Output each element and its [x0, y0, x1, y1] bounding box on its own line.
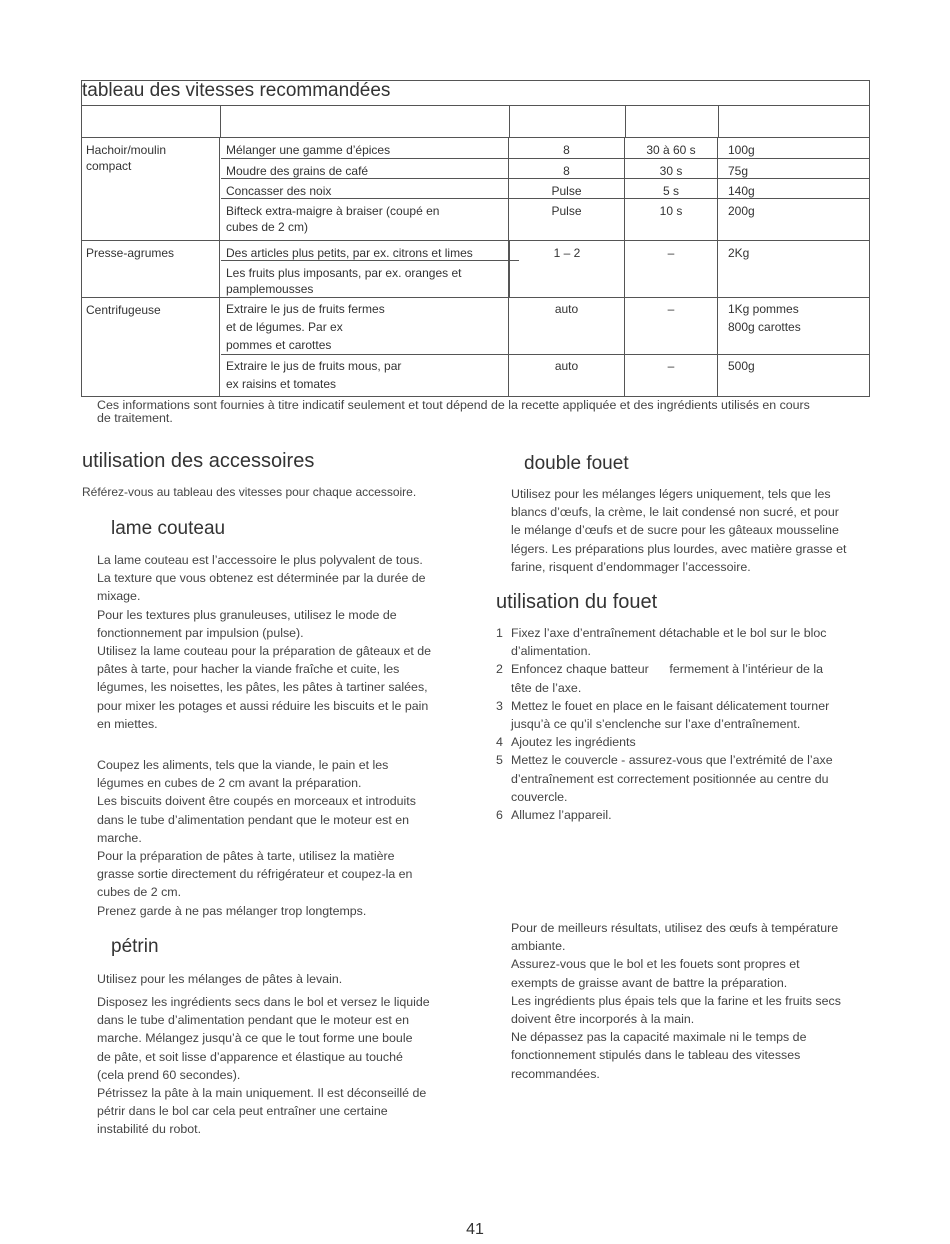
task-cell: Les fruits plus imposants, par ex. oranges et pamplemousses [221, 261, 509, 298]
double-fouet-heading: double fouet [524, 453, 629, 474]
speed-table [81, 80, 870, 397]
fouet-tips: Pour de meilleurs résultats, utilisez des œufs à température ambiante. Assurez-vous que le bol et les fouets sont propres et exempts de graisse avant de battre la préparation. Les ingrédients plus épais tels que la farine et les fruits secs doivent être incorporés à la main. Ne dépassez pas la capacité maximale ni le temps de fonctionnement stipulés dans le tableau des vitesses recommandées. [511, 921, 841, 1081]
table-header-row [82, 106, 869, 138]
table-row [221, 260, 519, 298]
task-cell: Bifteck extra-maigre à braiser (coupé en cubes de 2 cm) [221, 199, 509, 241]
quantity-cell: 500g [728, 359, 755, 373]
speed-cell: auto [509, 355, 625, 397]
list-item: 6 Allumez l’appareil. [496, 808, 612, 823]
list-item: 4 Ajoutez les ingrédients [496, 735, 636, 750]
quantity-cell: 200g [728, 204, 755, 218]
quantity-cell: 140g [728, 184, 755, 198]
speed-cell: 8 [509, 138, 625, 158]
list-item: 5 Mettez le couvercle - assurez-vous que l’extrémité de l’axe d’entraînement est correctement positionnée au centre du couvercle. [496, 753, 833, 804]
accessories-heading: utilisation des accessoires [82, 450, 315, 472]
quantity-cell: 100g [728, 143, 755, 157]
petrin-para-1: Utilisez pour les mélanges de pâtes à levain. [97, 972, 343, 986]
quantity-cell: 75g [728, 164, 749, 178]
time-cell: 5 s [625, 179, 718, 198]
time-cell: 10 s [625, 199, 718, 241]
table-row [221, 198, 869, 241]
list-item: 3 Mettez le fouet en place en le faisant délicatement tourner jusqu’à ce qu’il s’enclenche sur l’axe d’entraînement. [496, 698, 830, 732]
table-title: tableau des vitesses recommandées [82, 81, 869, 106]
table-group-hachoir [82, 138, 869, 241]
time-cell: – [625, 241, 718, 297]
speed-cell: 1 – 2 [509, 241, 625, 297]
lame-couteau-para-2: Coupez les aliments, tels que la viande, le pain et les légumes en cubes de 2 cm avant la préparation. Les biscuits doivent être coupés en morceaux et introduits dans le tube d’alimentation pendant que le moteur est en marche. Pour la préparation de pâtes à tarte, utilisez la matière grasse sortie directement du réfrigérateur et coupez-la en cubes de 2 cm. Prenez garde à ne pas mélanger trop longtemps. [97, 758, 416, 918]
petrin-heading: pétrin [111, 936, 159, 957]
time-cell: – [625, 298, 718, 354]
task-cell: Concasser des noix [221, 179, 509, 198]
task-cell: Moudre des grains de café [221, 159, 509, 178]
table-row [221, 158, 869, 178]
group-name: Presse-agrumes [82, 241, 220, 297]
lame-couteau-heading: lame couteau [111, 518, 226, 539]
list-item: 1 Fixez l’axe d’entraînement détachable et le bol sur le bloc d’alimentation. [496, 626, 827, 659]
quantity-cell: 1Kg pommes 800g carottes [728, 302, 801, 334]
petrin-para-2: Disposez les ingrédients secs dans le bol et versez le liquide dans le tube d’alimentation pendant que le moteur est en marche. Mélangez jusqu’à ce que le tout forme une boule de pâte, et soit lisse d’apparence et élastique au touché (cela prend 60 secondes). Pétrissez la pâte à la main uniquement. Il est déconseillé de pétrir dans le bol car cela peut entraîner une certaine instabilité du robot. [97, 995, 430, 1137]
table-row [221, 298, 869, 354]
time-cell: – [625, 355, 718, 397]
table-row [221, 354, 869, 397]
quantity-cell: 2Kg [728, 246, 750, 260]
double-fouet-para: Utilisez pour les mélanges légers uniquement, tels que les blancs d’œufs, la crème, le lait condensé non sucré, et pour le mélange d’œufs et de sucre pour les gâteaux mousseline légers. Les préparations plus lourdes, avec matière grasse et farine, risquent d’endommager l’accessoire. [511, 487, 847, 574]
accessories-intro: Référez-vous au tableau des vitesses pour chaque accessoire. [82, 485, 417, 499]
lame-couteau-para-1: La lame couteau est l’accessoire le plus polyvalent de tous. La texture que vous obtenez est déterminée par la durée de mixage. Pour les textures plus granuleuses, utilisez le mode de fonctionnement par impulsion (pulse). Utilisez la lame couteau pour la préparation de gâteaux et de pâtes à tarte, pour hacher la viande fraîche et cuite, les légumes, les noisettes, les pâtes, les pâtes à tartiner salées, pour mixer les potages et aussi réduire les biscuits et le pain en miettes. [97, 553, 432, 731]
group-name: Hachoir/moulin compact [82, 138, 220, 240]
table-group-centrifugeuse [82, 298, 869, 396]
task-cell: Extraire le jus de fruits fermes et de légumes. Par ex pommes et carottes [221, 298, 509, 354]
table-group-presse-agrumes [82, 241, 869, 298]
table-row [221, 178, 869, 198]
fouet-heading: utilisation du fouet [496, 591, 658, 613]
table-row [221, 138, 869, 158]
speed-cell: 8 [509, 159, 625, 178]
task-cell: Extraire le jus de fruits mous, par ex raisins et tomates [221, 355, 509, 397]
group-name: Centrifugeuse [82, 298, 220, 396]
table-note: Ces informations sont fournies à titre indicatif seulement et tout dépend de la recette appliquée et des ingrédients utilisés en cours de traitement. [97, 398, 810, 425]
time-cell: 30 s [625, 159, 718, 178]
speed-cell: Pulse [509, 199, 625, 241]
time-cell: 30 à 60 s [625, 138, 718, 158]
list-item: 2 Enfoncez chaque batteur fermement à l’intérieur de la tête de l’axe. [496, 662, 824, 695]
page-number: 41 [466, 1221, 484, 1238]
task-cell: Des articles plus petits, par ex. citrons et limes [221, 241, 509, 260]
speed-cell: auto [509, 298, 625, 354]
task-cell: Mélanger une gamme d’épices [221, 138, 509, 158]
fouet-steps-list [496, 624, 833, 824]
speed-cell: Pulse [509, 179, 625, 198]
